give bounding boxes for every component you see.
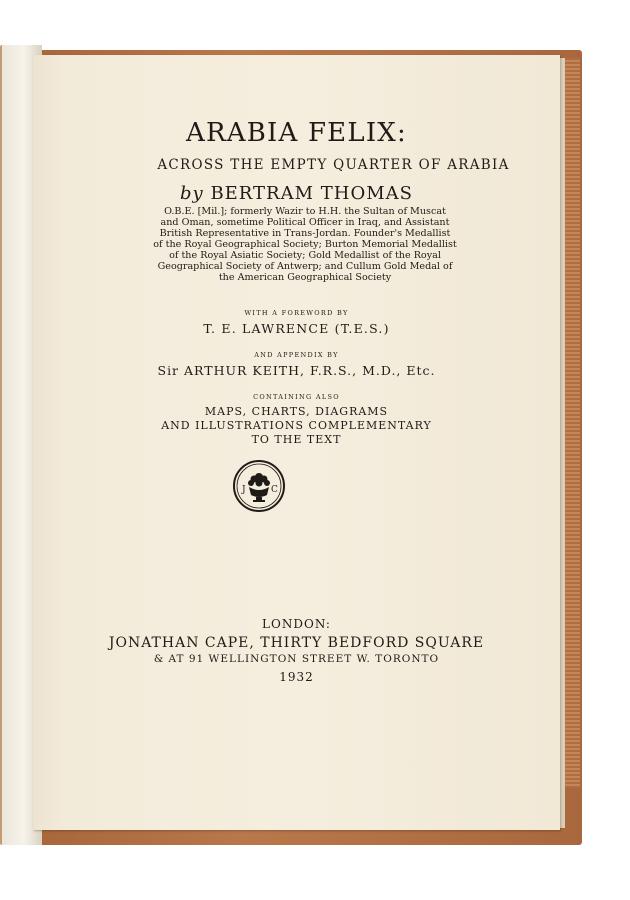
author-credentials xyxy=(145,206,465,283)
foreword-label: WITH A FOREWORD BY xyxy=(244,309,349,317)
appendix-label: AND APPENDIX BY xyxy=(254,351,339,359)
credential-line: O.B.E. [Mil.]; formerly Wazir to H.H. the Sultan of Muscat xyxy=(164,206,446,217)
containing-line: MAPS, CHARTS, DIAGRAMS xyxy=(204,405,389,418)
publication-year: 1932 xyxy=(279,670,314,684)
emblem-initial: C xyxy=(271,485,278,495)
credential-line: and Oman, sometime Political Officer in Iraq, and Assistant xyxy=(160,217,450,228)
author-line xyxy=(33,183,560,204)
publisher-name: JONATHAN CAPE, THIRTY BEDFORD SQUARE xyxy=(108,635,485,651)
foreword-author: T. E. LAWRENCE (T.E.S.) xyxy=(203,321,390,336)
book-title: ARABIA FELIX: xyxy=(186,118,407,148)
place-of-publication: LONDON: xyxy=(262,617,331,631)
author-prefix: by xyxy=(180,183,204,204)
credential-line: British Representative in Trans-Jordan. Founder's Medallist xyxy=(159,228,451,239)
book-subtitle: ACROSS THE EMPTY QUARTER OF ARABIA xyxy=(157,157,510,173)
containing-text xyxy=(33,405,560,447)
containing-label: CONTAINING ALSO xyxy=(253,393,340,401)
title-page-content xyxy=(33,55,560,830)
emblem-initial: J xyxy=(242,485,246,495)
credential-line: of the Royal Geographical Society; Burton Memorial Medallist xyxy=(153,239,457,250)
credential-line: the American Geographical Society xyxy=(218,272,392,283)
credential-line: of the Royal Asiatic Society; Gold Medallist of the Royal xyxy=(169,250,441,261)
containing-line: TO THE TEXT xyxy=(251,433,342,446)
publisher-address: & AT 91 WELLINGTON STREET W. TORONTO xyxy=(153,653,440,665)
containing-line: AND ILLUSTRATIONS COMPLEMENTARY xyxy=(161,419,432,432)
credential-line: Geographical Society of Antwerp; and Cullum Gold Medal of xyxy=(157,261,453,272)
publisher-emblem-icon xyxy=(232,459,286,513)
appendix-author: Sir ARTHUR KEITH, F.R.S., M.D., Etc. xyxy=(157,363,436,378)
author-name: BERTRAM THOMAS xyxy=(210,183,413,204)
